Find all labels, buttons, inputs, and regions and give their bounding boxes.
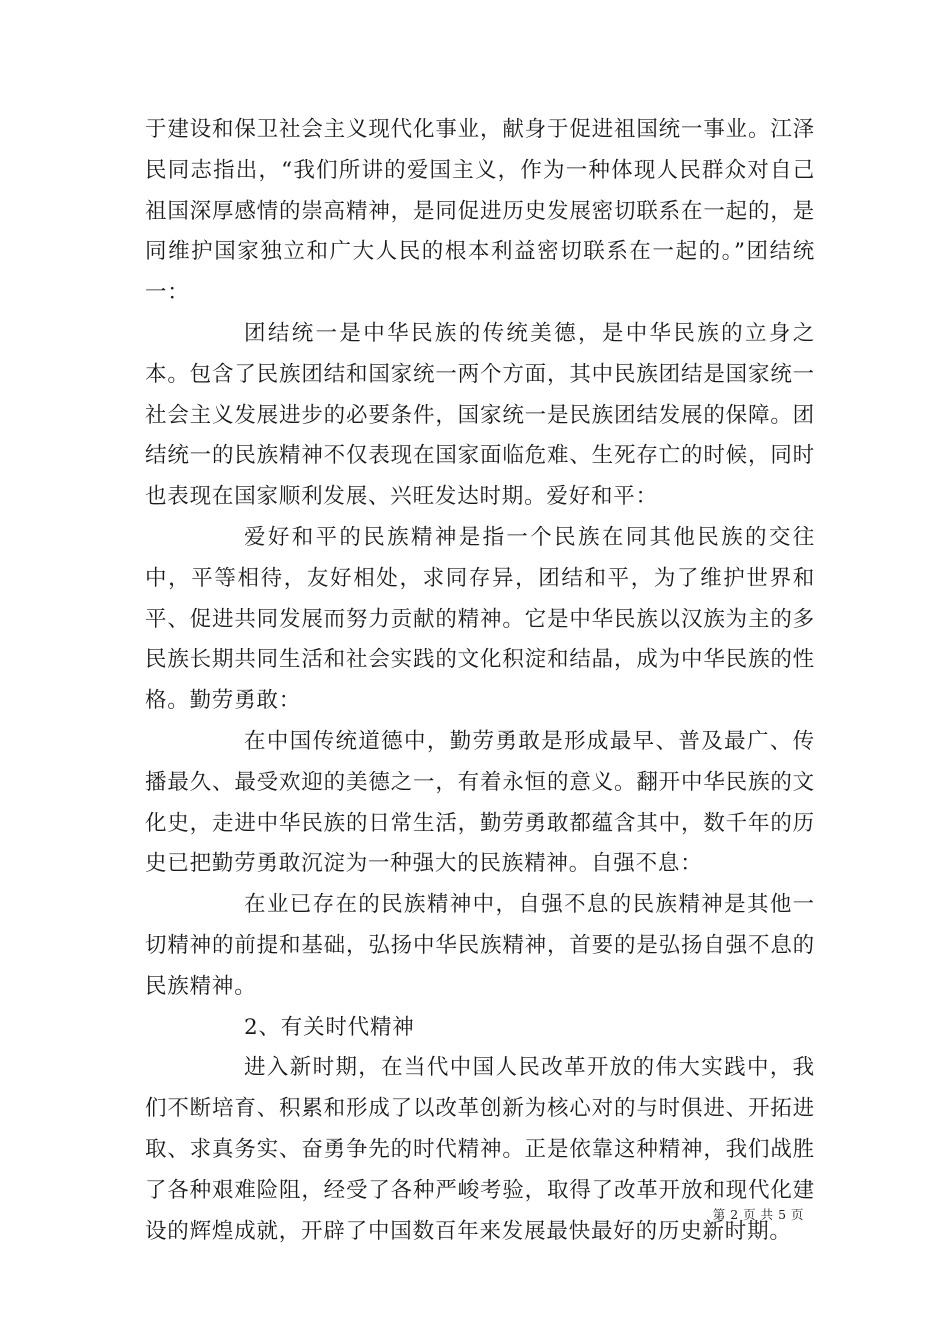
document-body <box>145 110 815 1252</box>
page-number-footer: 第 2 页 共 5 页 <box>712 1207 804 1222</box>
paragraph-patriotism-continued: 于建设和保卫社会主义现代化事业，献身于促进祖国统一事业。江泽民同志指出，“我们所讲的爱国主义，作为一种体现人民群众对自己祖国深厚感情的崇高精神，是同促进历史发展密切联系在一起的，是同维护国家独立和广大人民的根本利益密切联系在一起的。”团结统一： <box>145 117 815 306</box>
paragraph-unity: 团结统一是中华民族的传统美德，是中华民族的立身之本。包含了民族团结和国家统一两个方面，其中民族团结是国家统一社会主义发展进步的必要条件，国家统一是民族团结发展的保障。团结统一的民族精神不仅表现在国家面临危难、生死存亡的时候，同时也表现在国家顺利发展、兴旺发达时期。爱好和平： <box>145 320 815 510</box>
paragraph-era-spirit: 进入新时期，在当代中国人民改革开放的伟大实践中，我们不断培育、积累和形成了以改革创新为核心对的与时俱进、开拓进取、求真务实、奋勇争先的时代精神。正是依靠这种精神，我们战胜了各种艰难险阻，经受了各种严峻考验，取得了改革开放和现代化建设的辉煌成就，开辟了中国数百年来发展最快最好的历史新时期。 <box>145 1055 815 1244</box>
paragraph-self-improvement: 在业已存在的民族精神中，自强不息的民族精神是其他一切精神的前提和基础，弘扬中华民族精神，首要的是弘扬自强不息的民族精神。 <box>145 892 815 999</box>
paragraph-peace: 爱好和平的民族精神是指一个民族在同其他民族的交往中，平等相待，友好相处，求同存异，团结和平，为了维护世界和平、促进共同发展而努力贡献的精神。它是中华民族以汉族为主的多民族长期共同生活和社会实践的文化积淀和结晶，成为中华民族的性格。勤劳勇敢： <box>145 524 815 714</box>
section-heading-era-spirit: 2、有关时代精神 <box>244 1014 415 1040</box>
paragraph-diligence: 在中国传统道德中，勤劳勇敢是形成最早、普及最广、传播最久、最受欢迎的美德之一，有着永恒的意义。翻开中华民族的文化史，走进中华民族的日常生活，勤劳勇敢都蕴含其中，数千年的历史已把勤劳勇敢沉淀为一种强大的民族精神。自强不息： <box>145 728 815 877</box>
